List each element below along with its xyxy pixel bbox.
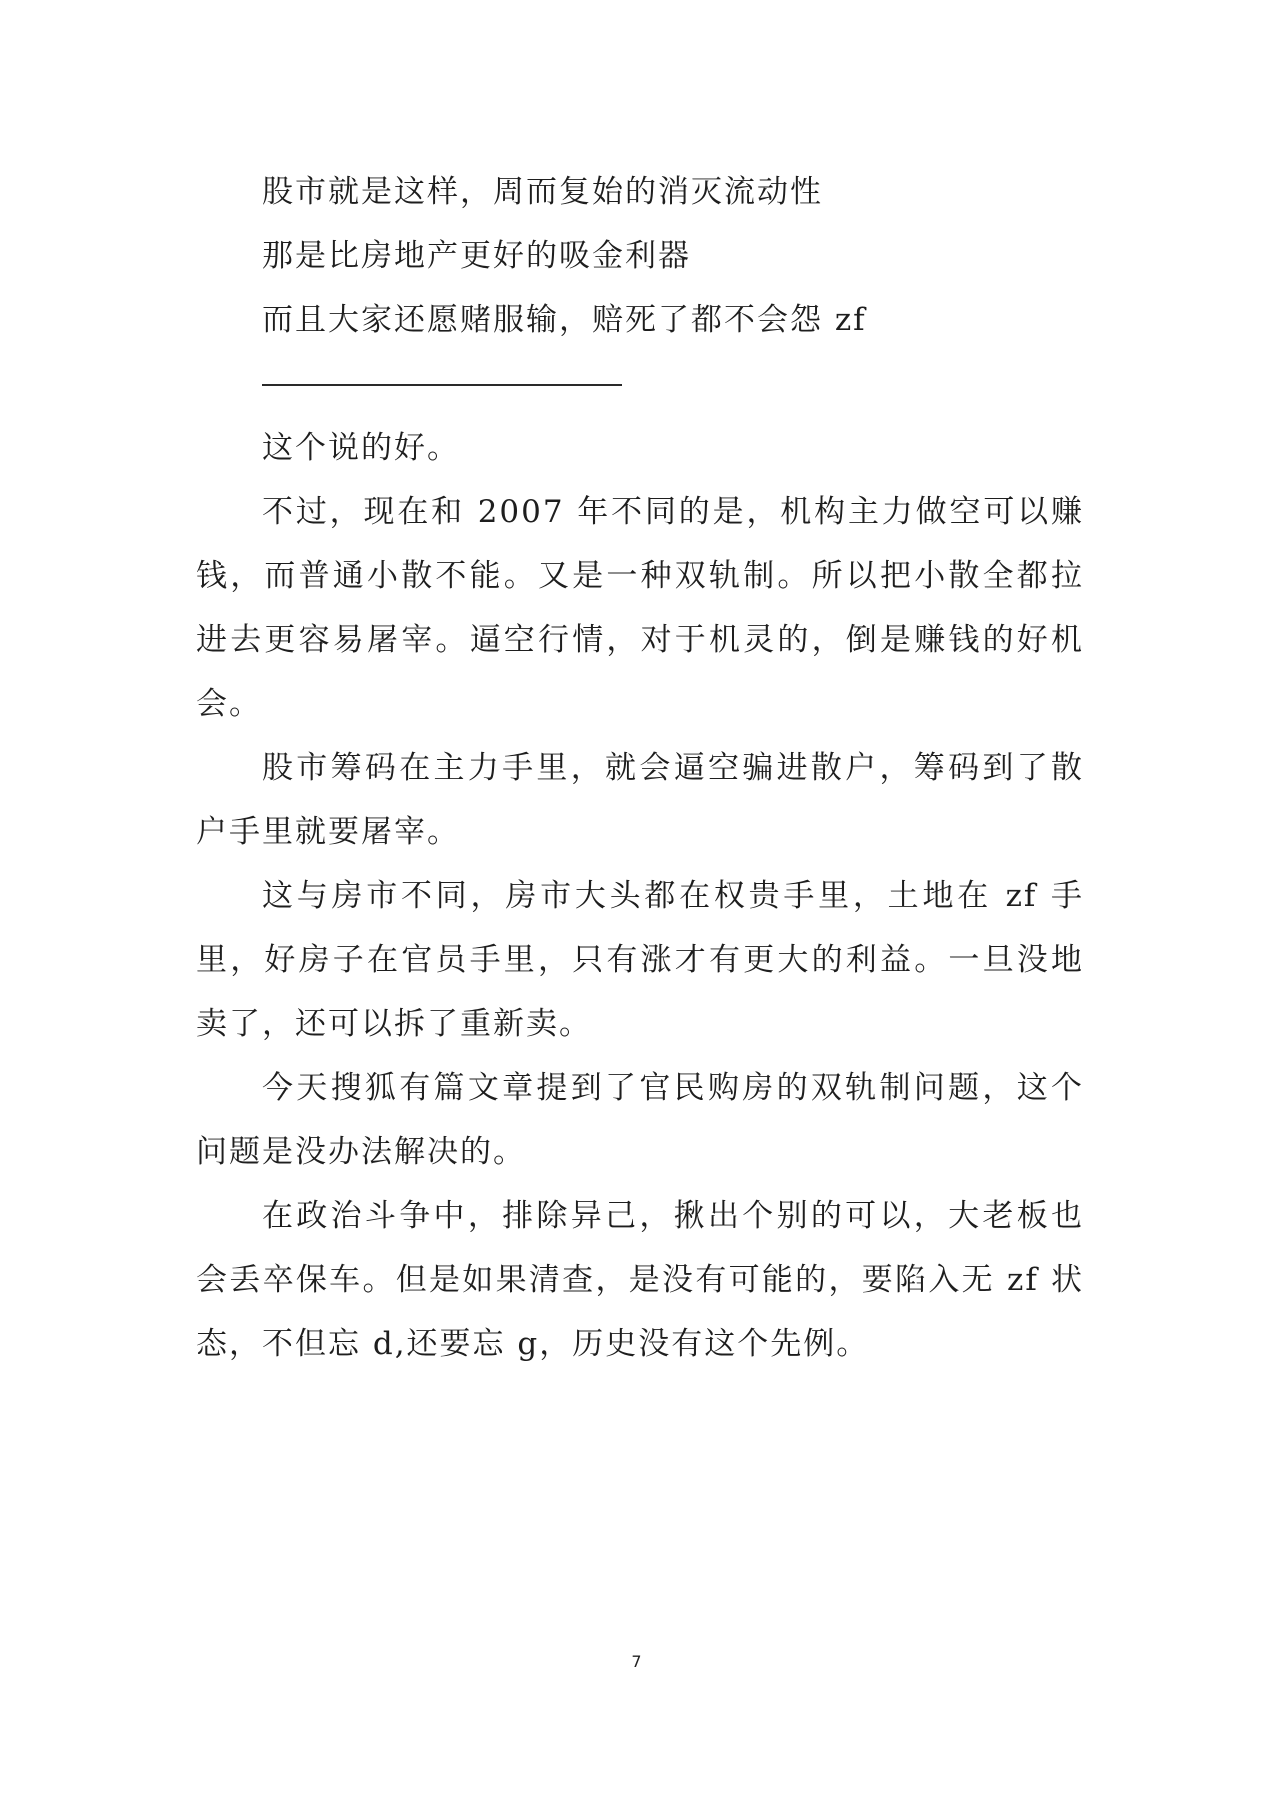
- quote-line-1: 股市就是这样，周而复始的消灭流动性: [262, 174, 823, 210]
- quote-line-2: 那是比房地产更好的吸金利器: [262, 238, 691, 274]
- paragraph-4: 这与房市不同，房市大头都在权贵手里，土地在 zf 手里，好房子在官员手里，只有涨才有更大的利益。一旦没地卖了，还可以拆了重新卖。: [196, 878, 1084, 1042]
- page-number: 7: [631, 1652, 642, 1671]
- paragraph-6: 在政治斗争中，排除异己，揪出个别的可以，大老板也会丢卒保车。但是如果清查，是没有可能的，要陷入无 zf 状态，不但忘 d,还要忘 g，历史没有这个先例。: [196, 1198, 1084, 1362]
- separator-rule: [262, 384, 622, 386]
- paragraph-2: 不过，现在和 2007 年不同的是，机构主力做空可以赚钱，而普通小散不能。又是一种双轨制。所以把小散全都拉进去更容易屠宰。逼空行情，对于机灵的，倒是赚钱的好机会。: [196, 494, 1084, 722]
- document-body: [196, 160, 1084, 1376]
- paragraph-5: 今天搜狐有篇文章提到了官民购房的双轨制问题，这个问题是没办法解决的。: [196, 1070, 1084, 1170]
- paragraph-1: 这个说的好。: [262, 430, 460, 466]
- paragraph-3: 股市筹码在主力手里，就会逼空骗进散户，筹码到了散户手里就要屠宰。: [196, 750, 1084, 850]
- separator-line: [196, 352, 1084, 416]
- quote-line-3: 而且大家还愿赌服输，赔死了都不会怨 zf: [262, 302, 867, 338]
